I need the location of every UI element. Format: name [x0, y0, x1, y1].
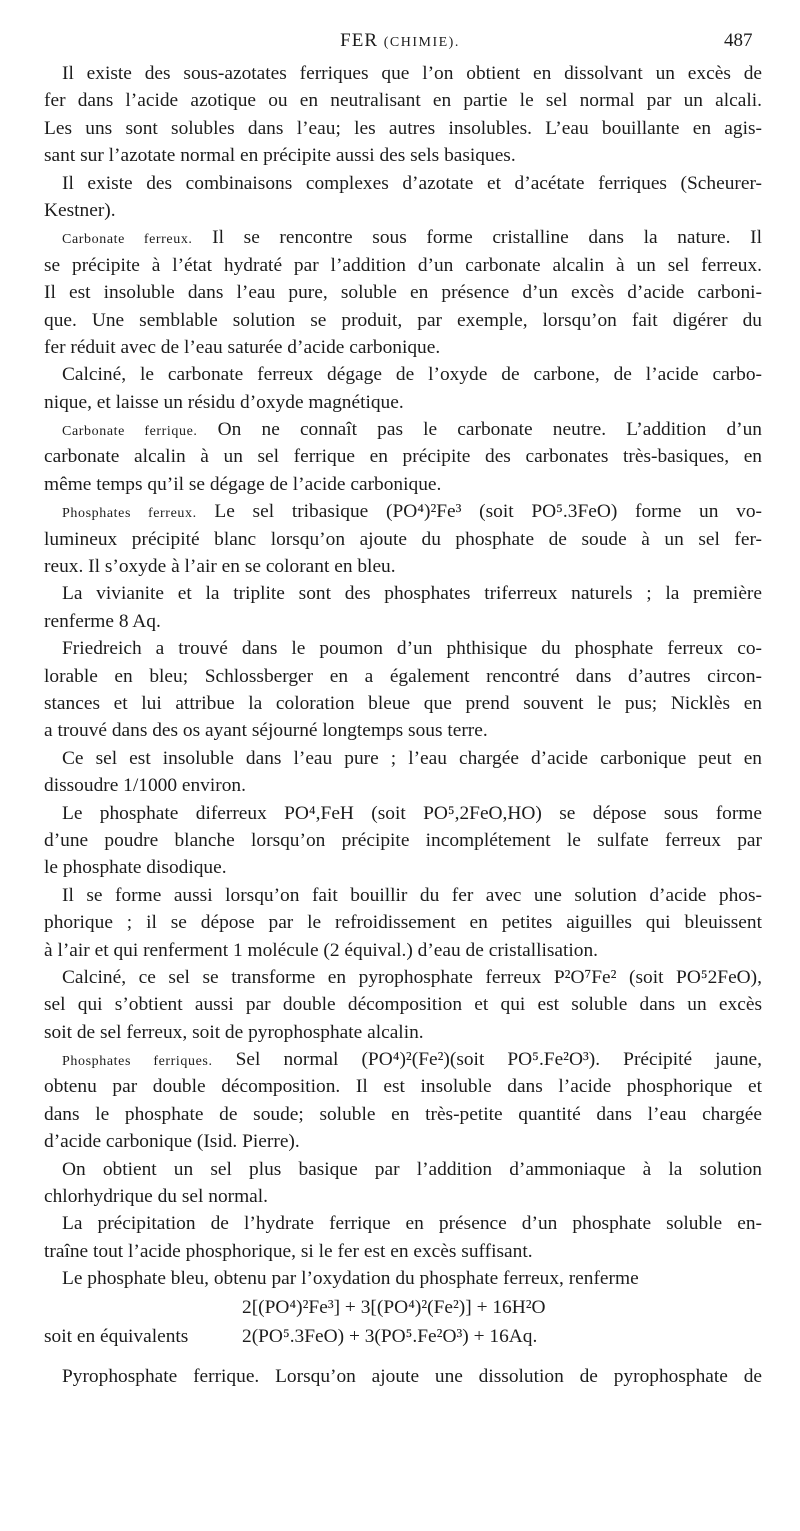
equation-row: [44, 1322, 762, 1351]
text-line: que. Une semblable solution se produit, par exemple, lorsqu’on fait digérer du: [44, 309, 762, 331]
running-header: [0, 30, 800, 54]
page-title: FER (CHIMIE).: [340, 30, 460, 51]
text-line: lorable en bleu; Schlossberger en a également rencontré dans d’autres circon-: [44, 665, 762, 687]
equation-formula: 2[(PO⁴)²Fe³] + 3[(PO⁴)²(Fe²)] + 16H²O: [242, 1296, 546, 1318]
text-line: Calciné, ce sel se transforme en pyrophosphate ferreux P²O⁷Fe² (soit PO⁵2FeO),: [62, 966, 762, 988]
body-text: [44, 60, 762, 1390]
text-line: fer réduit avec de l’eau saturée d’acide carbonique.: [44, 336, 441, 358]
text-line: traîne tout l’acide phosphorique, si le fer est en excès suffisant.: [44, 1240, 533, 1262]
section-heading: Phosphates ferriques.: [62, 1054, 213, 1070]
text-line: nique, et laisse un résidu d’oxyde magnétique.: [44, 391, 404, 413]
text-line: stances et lui attribue la coloration bleue que prend souvent le pus; Nicklès en: [44, 692, 762, 714]
text-line: chlorhydrique du sel normal.: [44, 1186, 269, 1208]
text-line: Pyrophosphate ferrique. Lorsqu’on ajoute une dissolution de pyrophosphate de: [62, 1365, 762, 1387]
text-line: phorique ; il se dépose par le refroidissement en petites aiguilles qui bleuissent: [44, 912, 762, 934]
text-line: Les uns sont solubles dans l’eau; les autres insolubles. L’eau bouillante en agis-: [44, 117, 762, 139]
spacer: [44, 1351, 762, 1363]
text-line: Ce sel est insoluble dans l’eau pure ; l’eau chargée d’acide carbonique peut en: [62, 747, 762, 769]
text-line: Il existe des combinaisons complexes d’azotate et d’acétate ferriques (Scheurer-: [62, 172, 762, 194]
equation-row: [44, 1293, 762, 1322]
equation-formula: 2(PO⁵.3FeO) + 3(PO⁵.Fe²O³) + 16Aq.: [242, 1325, 538, 1347]
text-line: Il se forme aussi lorsqu’on fait bouillir du fer avec une solution d’acide phos-: [62, 884, 762, 906]
text-line: Le phosphate diferreux PO⁴,FeH (soit PO⁵,2FeO,HO) se dépose sous forme: [62, 802, 762, 824]
page-number: 487: [724, 30, 753, 51]
section-carbonate-ferreux: Carbonate ferreux. Il se rencontre sous forme cristalline dans la nature. Il: [62, 227, 762, 249]
text-line: La précipitation de l’hydrate ferrique en présence d’un phosphate soluble en-: [62, 1213, 762, 1235]
text-line: le phosphate disodique.: [44, 857, 227, 879]
text-line: obtenu par double décomposition. Il est insoluble dans l’acide phosphorique et: [44, 1076, 762, 1098]
text-line: dissoudre 1/1000 environ.: [44, 775, 246, 797]
section-phosphates-ferriques: Phosphates ferriques. Sel normal (PO⁴)²(Fe²)(soit PO⁵.Fe²O³). Précipité jaune,: [62, 1049, 762, 1071]
text-line: Le phosphate bleu, obtenu par l’oxydation du phosphate ferreux, renferme: [62, 1268, 639, 1290]
text-line: a trouvé dans des os ayant séjourné longtemps sous terre.: [44, 720, 488, 742]
text-line: d’acide carbonique (Isid. Pierre).: [44, 1131, 300, 1153]
equation-label: soit en équivalents: [44, 1325, 189, 1347]
text-line: Kestner).: [44, 199, 116, 221]
text-line: Il est insoluble dans l’eau pure, soluble en présence d’un excès d’acide carboni-: [44, 282, 762, 304]
text-line: fer dans l’acide azotique ou en neutralisant en partie le sel normal par un alcali.: [44, 90, 762, 112]
text-line: Friedreich a trouvé dans le poumon d’un phthisique du phosphate ferreux co-: [62, 638, 762, 660]
section-phosphates-ferreux: Phosphates ferreux. Le sel tribasique (PO⁴)²Fe³ (soit PO⁵.3FeO) forme un vo-: [62, 501, 762, 523]
text-line: reux. Il s’oxyde à l’air en se colorant en bleu.: [44, 556, 396, 578]
section-heading: Carbonate ferrique.: [62, 424, 198, 440]
section-carbonate-ferrique: Carbonate ferrique. On ne connaît pas le carbonate neutre. L’addition d’un: [62, 419, 762, 441]
text-line: Il existe des sous-azotates ferriques que l’on obtient en dissolvant un excès de: [62, 63, 762, 84]
text-line: soit de sel ferreux, soit de pyrophosphate alcalin.: [44, 1021, 424, 1043]
section-heading: Phosphates ferreux.: [62, 506, 197, 522]
text-line: Calciné, le carbonate ferreux dégage de l’oxyde de carbone, de l’acide carbo-: [62, 364, 762, 386]
text-line: lumineux précipité blanc lorsqu’on ajoute du phosphate de soude à un sel fer-: [44, 528, 762, 550]
text-line: même temps qu’il se dégage de l’acide carbonique.: [44, 473, 442, 495]
section-heading: Carbonate ferreux.: [62, 232, 193, 248]
text-line: carbonate alcalin à un sel ferrique en précipite des carbonates très-basiques, en: [44, 446, 762, 468]
text-line: renferme 8 Aq.: [44, 610, 161, 632]
text-line: sel qui s’obtient aussi par double décomposition et qui est soluble dans un excès: [44, 994, 762, 1016]
text-line: La vivianite et la triplite sont des phosphates triferreux naturels ; la première: [62, 583, 762, 605]
text-line: dans le phosphate de soude; soluble en très-petite quantité dans l’eau chargée: [44, 1103, 762, 1125]
text-line: d’une poudre blanche lorsqu’on précipite incomplétement le sulfate ferreux par: [44, 829, 762, 851]
text-line: On obtient un sel plus basique par l’addition d’ammoniaque à la solution: [62, 1158, 762, 1180]
text-line: se précipite à l’état hydraté par l’addition d’un carbonate alcalin à un sel ferreux.: [44, 254, 762, 276]
text-line: à l’air et qui renferment 1 molécule (2 équival.) d’eau de cristallisation.: [44, 939, 599, 961]
text-line: sant sur l’azotate normal en précipite aussi des sels basiques.: [44, 145, 516, 167]
